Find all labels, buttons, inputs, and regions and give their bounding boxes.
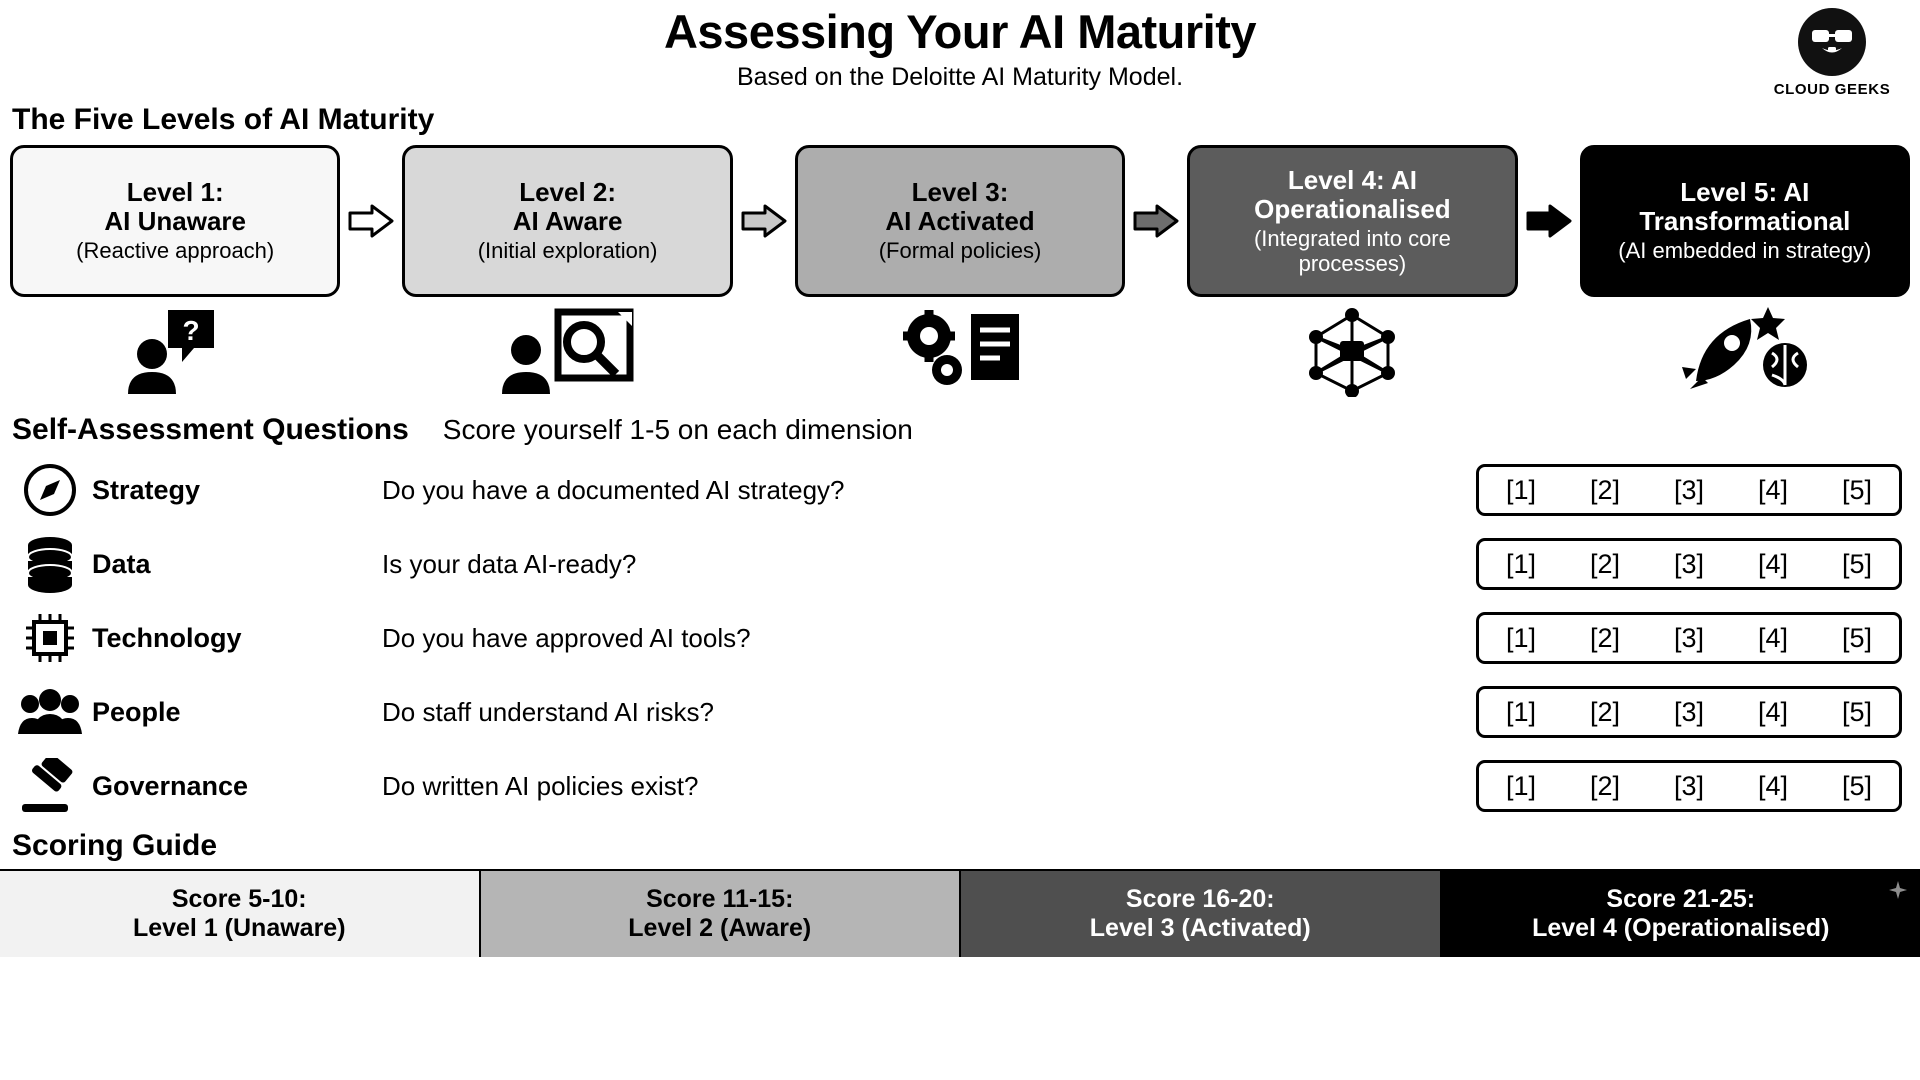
person-magnifier-icon [498, 308, 638, 394]
score-options-people[interactable] [1476, 686, 1902, 738]
arrow-1-2 [340, 145, 402, 297]
score-option-1[interactable]: [1] [1505, 622, 1537, 653]
brand-name: CLOUD GEEKS [1773, 81, 1891, 98]
icon-spacer [1125, 303, 1187, 399]
score-option-5[interactable]: [5] [1841, 474, 1873, 505]
page-title: Assessing Your AI Maturity [663, 5, 1257, 58]
scoring-band-1-range: Score 5-10: [171, 884, 307, 913]
question-text: Do you have a documented AI strategy? [382, 474, 845, 505]
scoring-band-3-range: Score 16-20: [1125, 884, 1275, 913]
arrow-4-5 [1518, 145, 1580, 297]
score-option-4[interactable]: [4] [1757, 696, 1789, 727]
score-option-2[interactable]: [2] [1589, 474, 1621, 505]
score-option-5[interactable]: [5] [1841, 770, 1873, 801]
scoring-band-3-level: Level 3 (Activated) [1089, 914, 1311, 943]
level-3-title-line1: Level 3: [911, 177, 1009, 208]
question-text: Is your data AI-ready? [382, 548, 637, 579]
self-assessment-heading: Self-Assessment Questions [12, 413, 409, 447]
gavel-icon [8, 758, 92, 814]
score-option-3[interactable]: [3] [1673, 548, 1705, 579]
score-options-technology[interactable] [1476, 612, 1902, 664]
chevron-right-icon [1526, 204, 1572, 238]
dimension-label: Strategy [92, 474, 201, 505]
dimension-label: Technology [92, 622, 242, 653]
network-nodes-icon [1302, 305, 1402, 397]
chip-icon-svg [22, 610, 78, 666]
level-4-icon-cell [1187, 303, 1517, 399]
table-row [8, 749, 1912, 823]
table-row [8, 601, 1912, 675]
geek-face-icon [1810, 22, 1854, 62]
level-3-note: (Formal policies) [878, 238, 1042, 264]
score-option-4[interactable]: [4] [1757, 770, 1789, 801]
scoring-band-3 [961, 871, 1442, 957]
sparkle-icon [1886, 879, 1910, 903]
chevron-right-icon [741, 204, 787, 238]
icon-spacer [1518, 303, 1580, 399]
arrow-2-3 [733, 145, 795, 297]
level-5-title-line2: Transformational [1639, 206, 1851, 237]
score-options-governance[interactable] [1476, 760, 1902, 812]
score-option-5[interactable]: [5] [1841, 622, 1873, 653]
people-icon-svg [18, 688, 82, 736]
level-box-5 [1580, 145, 1910, 297]
level-box-3 [795, 145, 1125, 297]
level-box-2 [402, 145, 732, 297]
scoring-guide-row [0, 869, 1920, 957]
chevron-right-icon [1133, 204, 1179, 238]
scoring-band-4-level: Level 4 (Operationalised) [1532, 914, 1830, 943]
level-4-title-line1: Level 4: AI [1287, 164, 1417, 195]
scoring-band-4 [1442, 871, 1920, 957]
chip-icon [8, 610, 92, 666]
score-option-4[interactable]: [4] [1757, 548, 1789, 579]
compass-icon [8, 462, 92, 518]
dimension-label: Data [92, 548, 151, 579]
scoring-band-2-level: Level 2 (Aware) [628, 914, 812, 943]
self-assessment-table [8, 453, 1912, 823]
level-5-icon-cell [1580, 303, 1910, 399]
score-option-3[interactable]: [3] [1673, 622, 1705, 653]
score-option-1[interactable]: [1] [1505, 474, 1537, 505]
icon-spacer [340, 303, 402, 399]
scoring-band-2 [481, 871, 962, 957]
table-row [8, 675, 1912, 749]
icon-spacer [733, 303, 795, 399]
levels-row [8, 145, 1912, 297]
level-1-title-line1: Level 1: [126, 177, 224, 208]
score-options-strategy[interactable] [1476, 464, 1902, 516]
scoring-band-1 [0, 871, 481, 957]
question-text: Do staff understand AI risks? [382, 696, 714, 727]
score-option-1[interactable]: [1] [1505, 696, 1537, 727]
dimension-label: People [92, 696, 181, 727]
level-5-note: (AI embedded in strategy) [1618, 238, 1872, 264]
level-2-title-line2: AI Aware [512, 206, 623, 237]
svg-text:?: ? [182, 315, 200, 347]
dimension-label: Governance [92, 770, 249, 801]
people-icon [8, 688, 92, 736]
level-5-title-line1: Level 5: AI [1680, 177, 1810, 208]
self-assessment-heading-row [12, 413, 1912, 447]
gavel-icon-svg [20, 758, 80, 814]
level-2-title-line1: Level 2: [519, 177, 617, 208]
level-icons-row [8, 303, 1912, 399]
score-option-3[interactable]: [3] [1673, 696, 1705, 727]
level-3-icon-cell [795, 303, 1125, 399]
table-row [8, 453, 1912, 527]
level-4-title-line2: Operationalised [1254, 194, 1451, 225]
level-2-note: (Initial exploration) [477, 238, 658, 264]
score-option-5[interactable]: [5] [1841, 548, 1873, 579]
page-subtitle: Based on the Deloitte AI Maturity Model. [736, 62, 1184, 91]
levels-heading: The Five Levels of AI Maturity [12, 103, 435, 137]
level-box-4 [1187, 145, 1517, 297]
score-options-data[interactable] [1476, 538, 1902, 590]
database-icon [8, 535, 92, 593]
score-option-3[interactable]: [3] [1673, 770, 1705, 801]
score-option-5[interactable]: [5] [1841, 696, 1873, 727]
question-text: Do you have approved AI tools? [382, 622, 751, 653]
level-4-note: (Integrated into core processes) [1253, 226, 1451, 276]
question-text: Do written AI policies exist? [382, 770, 699, 801]
level-3-title-line2: AI Activated [885, 206, 1035, 237]
table-row [8, 527, 1912, 601]
score-option-2[interactable]: [2] [1589, 622, 1621, 653]
score-option-3[interactable]: [3] [1673, 474, 1705, 505]
level-1-note: (Reactive approach) [76, 238, 275, 264]
level-2-icon-cell [402, 303, 732, 399]
database-icon-svg [24, 535, 76, 593]
gears-document-icon [895, 308, 1025, 394]
scoring-band-1-level: Level 1 (Unaware) [132, 914, 346, 943]
brand-logo [1768, 8, 1896, 98]
self-assessment-instruction: Score yourself 1-5 on each dimension [442, 414, 913, 446]
scoring-guide-heading: Scoring Guide [12, 829, 218, 863]
level-1-icon-cell [10, 303, 340, 399]
brand-badge-icon [1798, 8, 1866, 76]
arrow-3-4 [1125, 145, 1187, 297]
score-option-2[interactable]: [2] [1589, 770, 1621, 801]
score-option-4[interactable]: [4] [1757, 474, 1789, 505]
level-1-title-line2: AI Unaware [104, 206, 246, 237]
score-option-1[interactable]: [1] [1505, 548, 1537, 579]
score-option-2[interactable]: [2] [1589, 696, 1621, 727]
score-option-4[interactable]: [4] [1757, 622, 1789, 653]
compass-icon-svg [22, 462, 78, 518]
scoring-band-4-range: Score 21-25: [1606, 884, 1756, 913]
header [8, 0, 1912, 98]
score-option-1[interactable]: [1] [1505, 770, 1537, 801]
rocket-brain-icon [1680, 305, 1810, 397]
score-option-2[interactable]: [2] [1589, 548, 1621, 579]
person-question-icon [120, 308, 230, 394]
level-box-1 [10, 145, 340, 297]
chevron-right-icon [348, 204, 394, 238]
scoring-band-2-range: Score 11-15: [646, 884, 794, 913]
